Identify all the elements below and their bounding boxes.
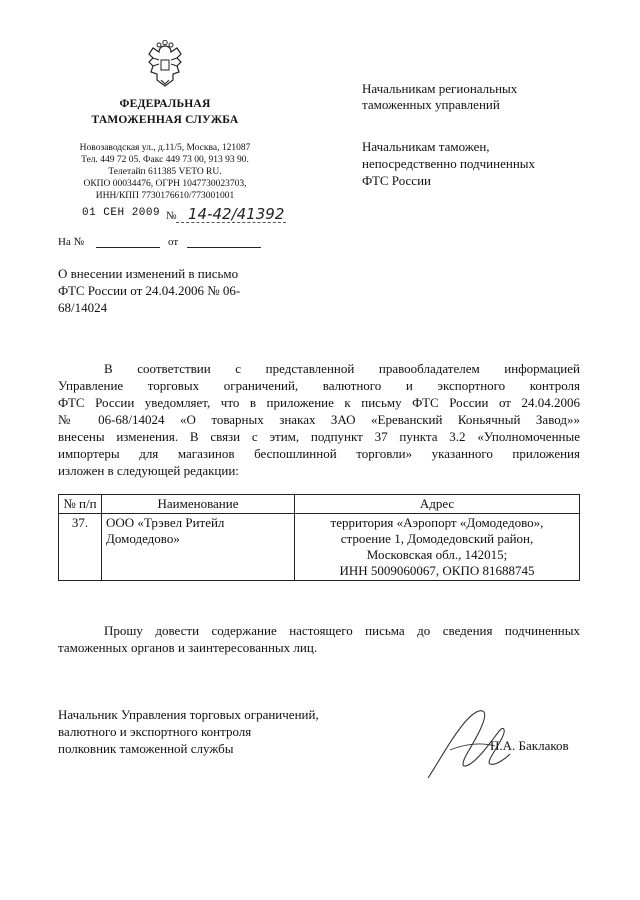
recipient-line: таможенных управлений: [362, 97, 500, 112]
reference-date-blank: [187, 247, 261, 248]
signatory-name: П.А. Баклаков: [490, 738, 569, 753]
signatory-title-line: полковник таможенной службы: [58, 741, 234, 756]
body-line: № 06-68/14024 «О товарных знаках ЗАО «Ереванский Коньячный Завод»»: [58, 412, 580, 427]
row-address: [295, 514, 580, 581]
recipient-line: Начальникам таможен,: [362, 139, 490, 154]
column-header-name: Наименование: [102, 495, 295, 514]
reference-date-label: от: [168, 236, 179, 248]
org-name-line1: ФЕДЕРАЛЬНАЯ: [119, 98, 211, 110]
signatory-title-line: валютного и экспортного контроля: [58, 724, 252, 739]
row-name-line: ООО «Трэвел Ритейл: [106, 515, 225, 530]
row-address-line: Московская обл., 142015;: [366, 547, 508, 562]
column-header-address: Адрес: [295, 495, 580, 514]
row-address-line: территория «Аэропорт «Домодедово»,: [330, 515, 544, 530]
body-line: импортеры для магазинов беспошлинной торговли» указанного приложения: [58, 446, 580, 461]
request-line: Прошу довести содержание настоящего письма до сведения подчиненных: [104, 623, 580, 638]
sender-teletype-line: Телетайп 611385 VETO RU.: [108, 167, 222, 177]
table-row: [59, 514, 580, 581]
registration-underline: [176, 222, 286, 223]
org-name-line2: ТАМОЖЕННАЯ СЛУЖБА: [91, 114, 239, 126]
body-line: внесены изменения. В связи с этим, подпункт 37 пункта 3.2 «Уполномоченные: [58, 429, 580, 444]
subject-line: ФТС России от 24.04.2006 № 06-: [58, 283, 241, 298]
recipient-line: Начальникам региональных: [362, 81, 518, 96]
sender-okpo-line: ОКПО 00034476, ОГРН 1047730023703,: [83, 179, 247, 189]
body-line: В соответствии с представленной правообладателем информацией: [104, 361, 580, 376]
row-address-line: строение 1, Домодедовский район,: [340, 531, 534, 546]
body-line: ФТС России уведомляет, что в приложение к письму ФТС России от 24.04.2006: [58, 395, 580, 410]
registration-date: 01 СЕН 2009: [82, 207, 161, 219]
signatory-title-line: Начальник Управления торговых ограничений,: [58, 707, 319, 722]
registration-number-sign: №: [166, 210, 177, 222]
subject-line: О внесении изменений в письмо: [58, 266, 239, 281]
sender-address-line: Новозаводская ул., д.11/5, Москва, 121087: [79, 143, 251, 153]
row-address-line: ИНН 5009060067, ОКПО 81688745: [339, 563, 535, 578]
importers-table: [58, 494, 580, 581]
reference-number-blank: [96, 247, 160, 248]
russian-coat-of-arms-icon: [143, 40, 187, 90]
reference-number-label: На №: [58, 236, 85, 248]
request-line: таможенных органов и заинтересованных лиц.: [58, 640, 318, 655]
recipient-line: ФТС России: [362, 173, 431, 188]
row-name-line: Домодедово»: [106, 531, 180, 546]
sender-phone-line: Тел. 449 72 05. Факс 449 73 00, 913 93 90.: [81, 155, 249, 165]
table-header-row: [59, 495, 580, 514]
body-line: Управление торговых ограничений, валютного и экспортного контроля: [58, 378, 580, 393]
body-line: изложен в следующей редакции:: [58, 463, 239, 478]
column-header-number: № п/п: [59, 495, 102, 514]
registration-number: 14-42/41392: [188, 205, 285, 223]
subject-line: 68/14024: [58, 300, 108, 315]
row-number: 37.: [59, 514, 102, 581]
recipient-line: непосредственно подчиненных: [362, 156, 536, 171]
sender-inn-line: ИНН/КПП 7730176610/773001001: [95, 191, 235, 201]
row-name: [102, 514, 295, 581]
